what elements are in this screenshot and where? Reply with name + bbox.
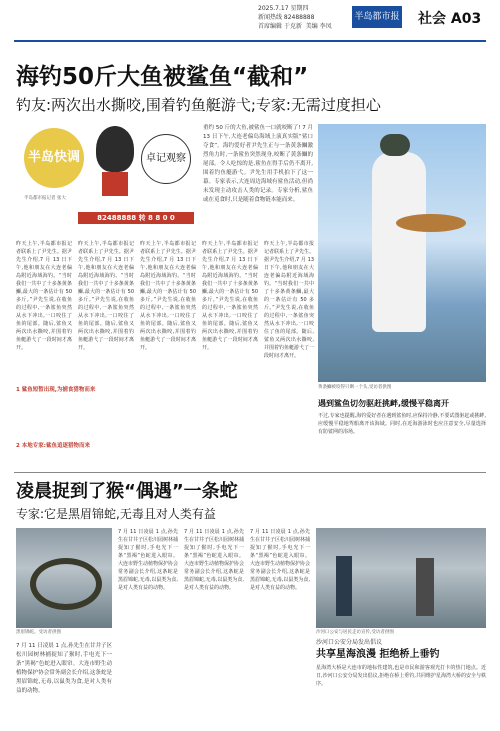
officer-figure (336, 556, 352, 616)
fisherman-figure (372, 152, 426, 332)
sidebar-text: 不过,专家也提醒,海钓爱好者在遇到鲨鱼时,应保持冷静,不要试图驱赶或挑衅,应缓慢平稳地驾船离开该海域。同时,在近海游泳时也应注意安全,尽量选择有防鲨网的浴场。 (318, 413, 486, 435)
news2-kicker: 沙河口公安分局发出倡议 (316, 639, 383, 646)
body-col-1: 昨天上午,半岛都市报记者联系上了尹先生。据尹先生介绍,7 月 13 日下午,他和朋友在大连老偏岛附近海域海钓。“当时我们一共中了十多条黄条鰤,最大的一条估计有 50 多斤。”尹先生说,在收鱼的过程中,一条鲨鱼突然从水下冲出,一口咬住了鱼的尾部。随后,鲨鱼又两次出水撕咬,并围着钓鱼艇游弋了一段时间才离开。 (16, 241, 72, 351)
bridge-caption: 沙河口公安与居民走访宣传,受访者供图 (316, 630, 394, 635)
masthead-date: 2025.7.17 星期四 (258, 5, 309, 12)
snake-photo (16, 528, 112, 628)
main-headline: 海钓50斤大鱼被鲨鱼“截和” (16, 64, 309, 90)
resident-figure (416, 558, 434, 616)
reporter-name: 半岛都市报记者 张大 (24, 196, 66, 201)
bridge-photo (316, 528, 486, 628)
snake-col-2: 7 月 11 日凌晨 1 点,孙先生在甘井子区松川园树林捕捉知了猴时,手电光下一条“黑褐”色蛇进入眼帘。大连市野生动植物保护协会常务副会长介绍,这条蛇是黑眉锦蛇,无毒,以鼠类为食,是对人类有益的动物。 (184, 529, 244, 591)
news2-text: 星海湾大桥是大连市的地标性建筑,也是市民和游客观光打卡的热门地点。近日,沙河口公安分局发出倡议,拒绝在桥上垂钓,共同维护星海湾大桥的安全与秩序。 (316, 665, 486, 687)
snake-col-1: 7 月 11 日凌晨 1 点,孙先生在甘井子区松川园树林捕捉知了猴时,手电光下一条“黑褐”色蛇进入眼帘。大连市野生动植物保护协会常务副会长介绍,这条蛇是黑眉锦蛇,无毒,以鼠类为食,是对人类有益的动物。 (118, 529, 178, 591)
body-col-5: 昨天上午,半岛都市报记者联系上了尹先生。据尹先生介绍,7 月 13 日下午,他和朋友在大连老偏岛附近海域海钓。“当时我们一共中了十多条黄条鰤,最大的一条估计有 50 多斤。”尹先生说,在收鱼的过程中,一条鲨鱼突然从水下冲出,一口咬住了鱼的尾部。随后,鲨鱼又两次出水撕咬,并围着钓鱼艇游弋了一段时间才离开。 (264, 241, 314, 359)
body-col-4: 昨天上午,半岛都市报记者联系上了尹先生。据尹先生介绍,7 月 13 日下午,他和朋友在大连老偏岛附近海域海钓。“当时我们一共中了十多条黄条鰤,最大的一条估计有 50 多斤。”尹先生说,在收鱼的过程中,一条鲨鱼突然从水下冲出,一口咬住了鱼的尾部。随后,鲨鱼又两次出水撕咬,并围着钓鱼艇游弋了一段时间才离开。 (202, 241, 258, 351)
masthead-hotline: 新闻热线 82488888 (258, 14, 315, 21)
column-badge (16, 122, 196, 230)
body-col-3: 昨天上午,半岛都市报记者联系上了尹先生。据尹先生介绍,7 月 13 日下午,他和朋友在大连老偏岛附近海域海钓。“当时我们一共中了十多条黄条鰤,最大的一条估计有 50 多斤。”尹先生说,在收鱼的过程中,一条鲨鱼突然从水下冲出,一口咬住了鱼的尾部。随后,鲨鱼又两次出水撕咬,并围着钓鱼艇游弋了一段时间才离开。 (140, 241, 196, 351)
body-col-2: 昨天上午,半岛都市报记者联系上了尹先生。据尹先生介绍,7 月 13 日下午,他和朋友在大连老偏岛附近海域海钓。“当时我们一共中了十多条黄条鰤,最大的一条估计有 50 多斤。”尹先生说,在收鱼的过程中,一条鲨鱼突然从水下冲出,一口咬住了鱼的尾部。随后,鲨鱼又两次出水撕咬,并围着钓鱼艇游弋了一段时间才离开。 (78, 241, 134, 351)
newspaper-logo: 半岛都市报 (352, 6, 402, 28)
second-headline: 凌晨捉到了猴“偶遇”一条蛇 (16, 481, 238, 502)
snake-coil (30, 558, 102, 610)
second-subhead: 专家:它是黑眉锦蛇,无毒且对人类有益 (16, 507, 216, 521)
reporter-avatar (96, 126, 134, 172)
reporter-tie (102, 172, 128, 196)
photo-caption: 黄条鰤被咬得只剩一个头,受访者供图 (318, 385, 392, 390)
lead-paragraph: 重约 50 斤的大鱼,被鲨鱼一口就咬断了! 7 月 13 日下午,大连老偏岛海域上演真实版“鲨口夺食”。海钓爱好者尹先生正与一条黄条鰤激烈角力时,一条鲨鱼突然现身,咬断了黄条鰤的尾部。令人吃惊的是,鲨鱼在得手后仍不离开,围着钓鱼艇游弋。尹先生用手机拍下了这一幕。专家表示,大连周边海域有鲨鱼活动,但尚未发现主动攻击人类的记录。专家分析,鲨鱼或在觅食时,只是随着食物链本能而来。 (203, 125, 313, 203)
note-label: 卓记观察 (141, 134, 191, 184)
masthead-editors: 首席编辑 于克新 美编 李凤 (258, 23, 332, 30)
subhead-2: 2 本地专家:鲨鱼追逐猎物而来 (16, 443, 90, 449)
hotline-bar: 82488888 转 8 8 0 0 (78, 212, 194, 224)
fisherman-hat (380, 134, 410, 156)
section-divider (14, 472, 486, 473)
sidebar-box (318, 398, 486, 464)
column-logo: 半岛快调查 (24, 128, 84, 188)
subhead-1: 1 鲨鱼短暂出现,为捕食猎物而来 (16, 387, 96, 393)
sidebar-title: 遇到鲨鱼切勿驱赶挑衅,缓慢平稳离开 (318, 399, 450, 408)
main-subhead: 钓友:两次出水撕咬,围着钓鱼艇游弋;专家:无需过度担心 (16, 96, 381, 114)
snake-lead: 7 月 11 日凌晨 1 点,孙先生在甘井子区松川园树林捕捉知了猴时,手电光下一条“黑褐”色蛇进入眼帘。大连市野生动植物保护协会常务副会长介绍,这条蛇是黑眉锦蛇,无毒,以鼠类为食,是对人类有益的动物。 (16, 643, 112, 694)
snake-col-3: 7 月 11 日凌晨 1 点,孙先生在甘井子区松川园树林捕捉知了猴时,手电光下一条“黑褐”色蛇进入眼帘。大连市野生动植物保护协会常务副会长介绍,这条蛇是黑眉锦蛇,无毒,以鼠类为食,是对人类有益的动物。 (250, 529, 310, 591)
snake-caption: 黑眉锦蛇。受访者供图 (16, 630, 61, 635)
fish-head (396, 214, 466, 232)
section-label: 社会 A03 (418, 11, 482, 27)
news2-title: 共享星海浪漫 拒绝桥上垂钓 (316, 649, 440, 660)
fisherman-photo (318, 124, 486, 382)
masthead (0, 0, 500, 40)
header-rule (14, 40, 486, 42)
